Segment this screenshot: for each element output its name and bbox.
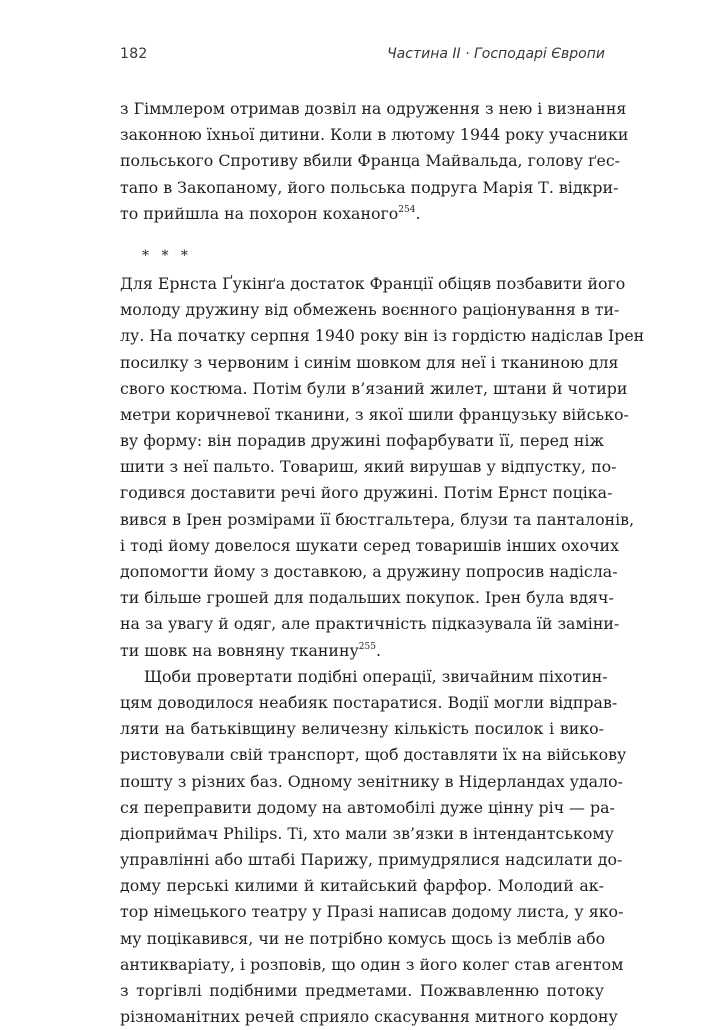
text-line xyxy=(120,175,619,201)
text-line xyxy=(120,585,614,611)
line-text: метри коричневої тканини, з якої шили французьку військо- xyxy=(120,404,629,424)
paragraph xyxy=(120,96,629,227)
text-line xyxy=(120,769,623,795)
line-text: законною їхньої дитини. Коли в лютому 1944 року учасники xyxy=(120,125,629,145)
line-text: шити з неї пальто. Товариш, який вирушав у відпустку, по- xyxy=(120,457,617,477)
text-line xyxy=(120,611,620,637)
line-text: управлінні або штабі Парижу, примудрялися надсилати до- xyxy=(120,850,623,870)
text-line xyxy=(120,428,604,454)
line-text: годився доставити речі його дружині. Потім Ернст поціка- xyxy=(120,483,613,503)
line-text: різноманітних речей сприяло скасування митного кордону xyxy=(120,1007,618,1027)
line-text: то прийшла на похорон коханого xyxy=(120,203,399,223)
paragraph xyxy=(120,271,645,664)
text-line xyxy=(120,1004,618,1030)
text-line xyxy=(120,978,604,1004)
line-text: допомогти йому з доставкою, а дружину попросив надісла- xyxy=(120,562,618,581)
text-line xyxy=(120,926,604,952)
section-break-asterism: * * * xyxy=(142,247,192,264)
section-gap xyxy=(120,227,604,241)
text-line xyxy=(120,96,627,122)
footnote-reference[interactable]: 254 xyxy=(398,204,416,215)
text-line xyxy=(120,201,604,227)
page-number: 182 xyxy=(120,46,148,62)
line-text: Для Ернста Ґукінґа достаток Франції обіцяв позбавити його xyxy=(120,273,626,293)
line-text: антикваріату, і розповів, що один з його колег став агентом xyxy=(120,954,624,974)
text-line xyxy=(120,559,618,585)
line-text: ся переправити додому на автомобілі дуже цінну річ — ра- xyxy=(120,797,615,817)
text-line xyxy=(120,795,615,821)
text-line xyxy=(120,350,619,376)
line-text: свого костюма. Потім були в’язаний жилет, штани й чотири xyxy=(120,378,628,398)
section-title: Частина ІІ · Господарі Європи xyxy=(387,46,605,62)
text-line xyxy=(120,952,624,978)
line-text: пошту з різних баз. Одному зенітнику в Нідерландах удало- xyxy=(120,771,623,791)
line-text: Щоби провертати подібні операції, звичайним піхотин- xyxy=(144,666,608,686)
text-line xyxy=(120,821,614,847)
text-line xyxy=(120,507,635,533)
text-line xyxy=(120,638,604,664)
text-line xyxy=(120,122,629,148)
text-line xyxy=(120,847,623,873)
line-text: з Гіммлером отримав дозвіл на одруження з нею і визнання xyxy=(120,99,627,118)
line-text: вився в Ірен розмірами її бюстгальтера, блузи та панталонів, xyxy=(120,509,635,529)
line-text: на за увагу й одяг, але практичність підказувала їй заміни- xyxy=(120,614,620,634)
text-line xyxy=(120,376,628,402)
line-text: ти шовк на вовняну тканину xyxy=(120,640,359,660)
text-line xyxy=(120,742,627,768)
line-text: тапо в Закопаному, його польська подруга Марія Т. відкри- xyxy=(120,177,619,197)
text-line xyxy=(120,873,604,899)
text-line xyxy=(120,533,619,559)
paragraph xyxy=(120,664,627,1030)
line-text: лу. На початку серпня 1940 року він із гордістю надіслав Ірен xyxy=(120,326,645,346)
line-text: польського Спротиву вбили Франца Майвальда, голову ґес- xyxy=(120,151,621,171)
text-line xyxy=(120,402,629,428)
line-text: тор німецького театру у Празі написав додому листа, у яко- xyxy=(120,902,624,922)
line-text: посилку з червоним і синім шовком для неї і тканиною для xyxy=(120,352,619,372)
running-header xyxy=(120,46,605,70)
text-line xyxy=(120,664,608,690)
text-line xyxy=(120,148,621,174)
text-line xyxy=(120,271,626,297)
line-text: му поцікавився, чи не потрібно комусь щось із меблів або xyxy=(120,928,606,948)
line-text: цям доводилося неабияк постаратися. Водії могли відправ- xyxy=(120,692,618,712)
line-text: ляти на батьківщину величезну кількість посилок і вико- xyxy=(120,719,604,739)
line-text: дому перські килими й китайський фарфор. Молодий ак- xyxy=(120,876,604,896)
line-text: ву форму: він порадив дружині пофарбувати її, перед ніж xyxy=(120,431,604,451)
text-line xyxy=(120,899,624,925)
body-text xyxy=(120,96,645,1030)
footnote-reference[interactable]: 255 xyxy=(358,641,376,652)
line-text: ти більше грошей для подальших покупок. Ірен була вдяч- xyxy=(120,588,614,608)
footnote-tail-punctuation: . xyxy=(375,640,382,660)
text-line xyxy=(120,480,613,506)
text-line xyxy=(120,716,604,742)
text-line xyxy=(120,454,617,480)
footnote-tail-punctuation: . xyxy=(415,203,421,223)
line-text: ристовували свій транспорт, щоб доставляти їх на військову xyxy=(120,745,627,765)
line-text: діоприймач Philips. Ті, хто мали зв’язки в інтендантському xyxy=(120,823,614,843)
text-line xyxy=(120,297,620,323)
line-text: і тоді йому довелося шукати серед товаришів інших охочих xyxy=(120,535,619,555)
text-line xyxy=(120,690,618,716)
text-line xyxy=(120,323,645,349)
line-text: з торгівлі подібними предметами. Пожвавленню потоку xyxy=(120,981,604,1000)
line-text: молоду дружину від обмежень воєнного раціонування в ти- xyxy=(120,300,620,320)
